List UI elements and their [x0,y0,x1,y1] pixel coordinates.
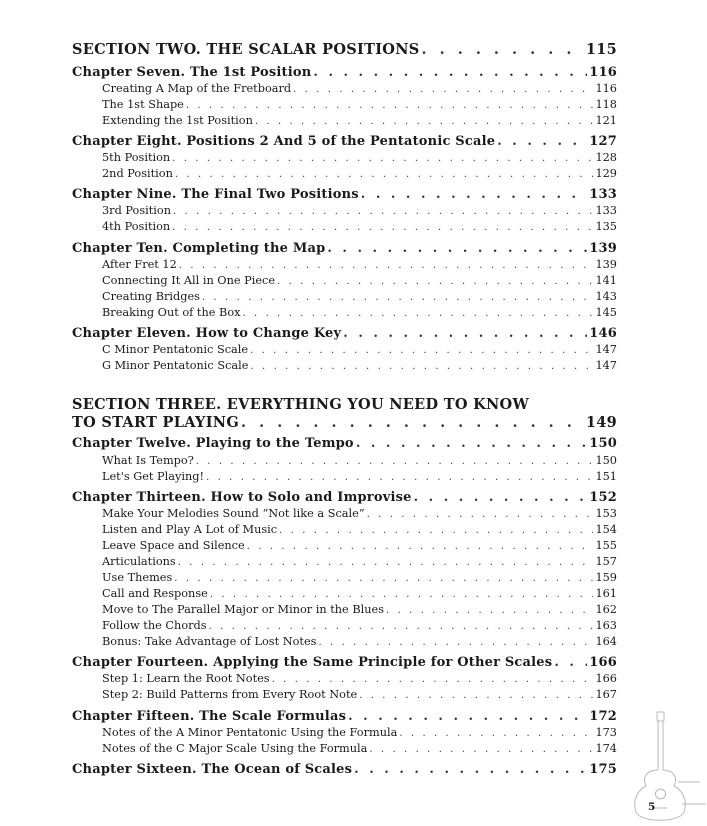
entry-page: 147 [595,359,617,372]
entry-page: 121 [595,114,617,127]
dot-leader [241,414,584,431]
chapter-page: 146 [589,326,617,341]
toc-entry[interactable] [72,454,617,467]
section-page: 115 [585,41,617,58]
toc-entry[interactable] [72,539,617,552]
chapter-page: 166 [589,655,617,670]
dot-leader [348,709,587,724]
toc-entry[interactable] [72,114,617,127]
toc-entry[interactable] [72,82,617,95]
dot-leader [175,169,594,180]
dot-leader [255,116,594,127]
entry-page: 143 [595,290,617,303]
chapter-page: 152 [589,490,617,505]
toc-section-three[interactable] [72,414,617,431]
toc-chapter-fourteen[interactable] [72,655,617,670]
entry-title: 5th Position [102,151,171,164]
toc-entry[interactable] [72,603,617,616]
toc-entry[interactable] [72,167,617,180]
toc-entry[interactable] [72,742,617,755]
dot-leader [250,361,593,372]
chapter-page: 150 [589,436,617,451]
toc-chapter-fifteen[interactable] [72,709,617,724]
toc-chapter-sixteen[interactable] [72,762,617,777]
entry-page: 164 [595,635,617,648]
dot-leader [386,605,593,616]
dot-leader [247,541,594,552]
entry-page: 139 [595,258,617,271]
dot-leader [399,728,593,739]
entry-page: 154 [595,523,617,536]
dot-leader [202,292,593,303]
dot-leader [206,472,593,483]
entry-title: Step 2: Build Patterns from Every Root Note [102,688,358,701]
toc-entry[interactable] [72,359,617,372]
chapter-title: Chapter Fifteen. The Scale Formulas [72,709,347,724]
entry-page: 153 [595,507,617,520]
dot-leader [327,241,587,256]
entry-title: Step 1: Learn the Root Notes [102,672,270,685]
toc-chapter-eight[interactable] [72,134,617,149]
toc-section-three-line1[interactable]: SECTION THREE. EVERYTHING YOU NEED TO KNOW [72,396,530,413]
chapter-title: Chapter Nine. The Final Two Positions [72,187,359,202]
toc-entry[interactable] [72,587,617,600]
dot-leader [272,674,594,685]
entry-page: 118 [595,98,617,111]
toc-entry[interactable] [72,220,617,233]
toc-entry[interactable] [72,306,617,319]
dot-leader [279,525,593,536]
dot-leader [361,187,587,202]
entry-title: C Minor Pentatonic Scale [102,343,249,356]
dot-leader [313,65,587,80]
toc-entry[interactable] [72,151,617,164]
dot-leader [243,308,594,319]
dot-leader [354,762,587,777]
entry-title: Extending the 1st Position [102,114,253,127]
entry-title: Move to The Parallel Major or Minor in the Blues [102,603,385,616]
entry-page: 147 [595,343,617,356]
chapter-title: Chapter Ten. Completing the Map [72,241,326,256]
entry-page: 133 [595,204,617,217]
chapter-title: Chapter Eight. Positions 2 And 5 of the Pentatonic Scale [72,134,496,149]
entry-title: After Fret 12 [102,258,177,271]
dot-leader [196,456,594,467]
entry-page: 157 [595,555,617,568]
page-number: 5 [648,801,656,813]
entry-title: 4th Position [102,220,171,233]
chapter-page: 172 [589,709,617,724]
toc-entry[interactable] [72,688,617,701]
entry-page: 162 [595,603,617,616]
entry-title: Leave Space and Silence [102,539,245,552]
entry-title: Call and Response [102,587,208,600]
toc-entry[interactable] [72,470,617,483]
entry-title: Notes of the C Major Scale Using the Formula [102,742,368,755]
toc-chapter-seven[interactable] [72,65,617,80]
toc-chapter-ten[interactable] [72,241,617,256]
toc-entry[interactable] [72,726,617,739]
entry-page: 128 [595,151,617,164]
entry-title: Make Your Melodies Sound “Not like a Scale” [102,507,365,520]
entry-title: Breaking Out of the Box [102,306,241,319]
entry-title: Use Themes [102,571,173,584]
chapter-title: Chapter Fourteen. Applying the Same Principle for Other Scales [72,655,553,670]
entry-title: 3rd Position [102,204,171,217]
entry-title: Connecting It All in One Piece [102,274,276,287]
entry-page: 174 [595,742,617,755]
entry-title: Creating Bridges [102,290,200,303]
entry-title: Follow the Chords [102,619,207,632]
entry-page: 155 [595,539,617,552]
toc-chapter-nine[interactable] [72,187,617,202]
dot-leader [172,153,593,164]
toc-entry[interactable] [72,204,617,217]
chapter-title: Chapter Eleven. How to Change Key [72,326,342,341]
toc-chapter-eleven[interactable] [72,326,617,341]
entry-title: Notes of the A Minor Pentatonic Using the Formula [102,726,398,739]
entry-page: 129 [595,167,617,180]
entry-title: What Is Tempo? [102,454,194,467]
dot-leader [554,655,587,670]
entry-title: Let's Get Playing! [102,470,205,483]
dot-leader [367,509,594,520]
dot-leader [174,573,593,584]
dot-leader [369,744,593,755]
dot-leader [250,345,593,356]
toc-entry[interactable] [72,98,617,111]
entry-page: 141 [595,274,617,287]
chapter-title: Chapter Twelve. Playing to the Tempo [72,436,354,451]
chapter-page: 127 [589,134,617,149]
entry-title: 2nd Position [102,167,173,180]
entry-title: Articulations [102,555,176,568]
chapter-page: 116 [589,65,617,80]
entry-page: 173 [595,726,617,739]
entry-title: G Minor Pentatonic Scale [102,359,249,372]
toc-entry[interactable] [72,274,617,287]
dot-leader [293,84,593,95]
toc-chapter-twelve[interactable] [72,436,617,451]
toc-entry[interactable] [72,555,617,568]
section-title: TO START PLAYING [72,414,240,431]
dot-leader [209,621,594,632]
entry-title: Bonus: Take Advantage of Lost Notes [102,635,317,648]
dot-leader [422,41,584,58]
toc-entry[interactable] [72,523,617,536]
toc-entry[interactable] [72,571,617,584]
dot-leader [178,557,594,568]
toc-entry[interactable] [72,672,617,685]
toc-chapter-thirteen[interactable] [72,490,617,505]
toc-entry[interactable] [72,619,617,632]
entry-title: The 1st Shape [102,98,184,111]
dot-leader [186,100,594,111]
dot-leader [497,134,587,149]
entry-title: Listen and Play A Lot of Music [102,523,278,536]
chapter-page: 175 [589,762,617,777]
entry-page: 135 [595,220,617,233]
toc-entry[interactable] [72,507,617,520]
entry-page: 166 [595,672,617,685]
dot-leader [179,260,594,271]
toc-entry[interactable] [72,290,617,303]
dot-leader [343,326,587,341]
chapter-title: Chapter Sixteen. The Ocean of Scales [72,762,353,777]
guitar-icon [612,708,707,826]
chapter-title: Chapter Seven. The 1st Position [72,65,312,80]
chapter-page: 139 [589,241,617,256]
entry-page: 145 [595,306,617,319]
chapter-title: Chapter Thirteen. How to Solo and Improvise [72,490,412,505]
toc-entry[interactable] [72,343,617,356]
entry-page: 150 [595,454,617,467]
entry-page: 159 [595,571,617,584]
section-title: SECTION TWO. THE SCALAR POSITIONS [72,41,420,58]
dot-leader [210,589,594,600]
dot-leader [356,436,587,451]
entry-page: 116 [595,82,617,95]
dot-leader [359,690,593,701]
entry-page: 163 [595,619,617,632]
entry-page: 161 [595,587,617,600]
entry-title: Creating A Map of the Fretboard [102,82,292,95]
entry-page: 151 [595,470,617,483]
dot-leader [172,222,593,233]
toc-section-two[interactable] [72,41,617,58]
section-page: 149 [585,414,617,431]
chapter-page: 133 [589,187,617,202]
dot-leader [318,637,593,648]
dot-leader [277,276,593,287]
dot-leader [414,490,588,505]
toc-entry[interactable] [72,635,617,648]
entry-page: 167 [595,688,617,701]
dot-leader [173,206,593,217]
toc-entry[interactable] [72,258,617,271]
